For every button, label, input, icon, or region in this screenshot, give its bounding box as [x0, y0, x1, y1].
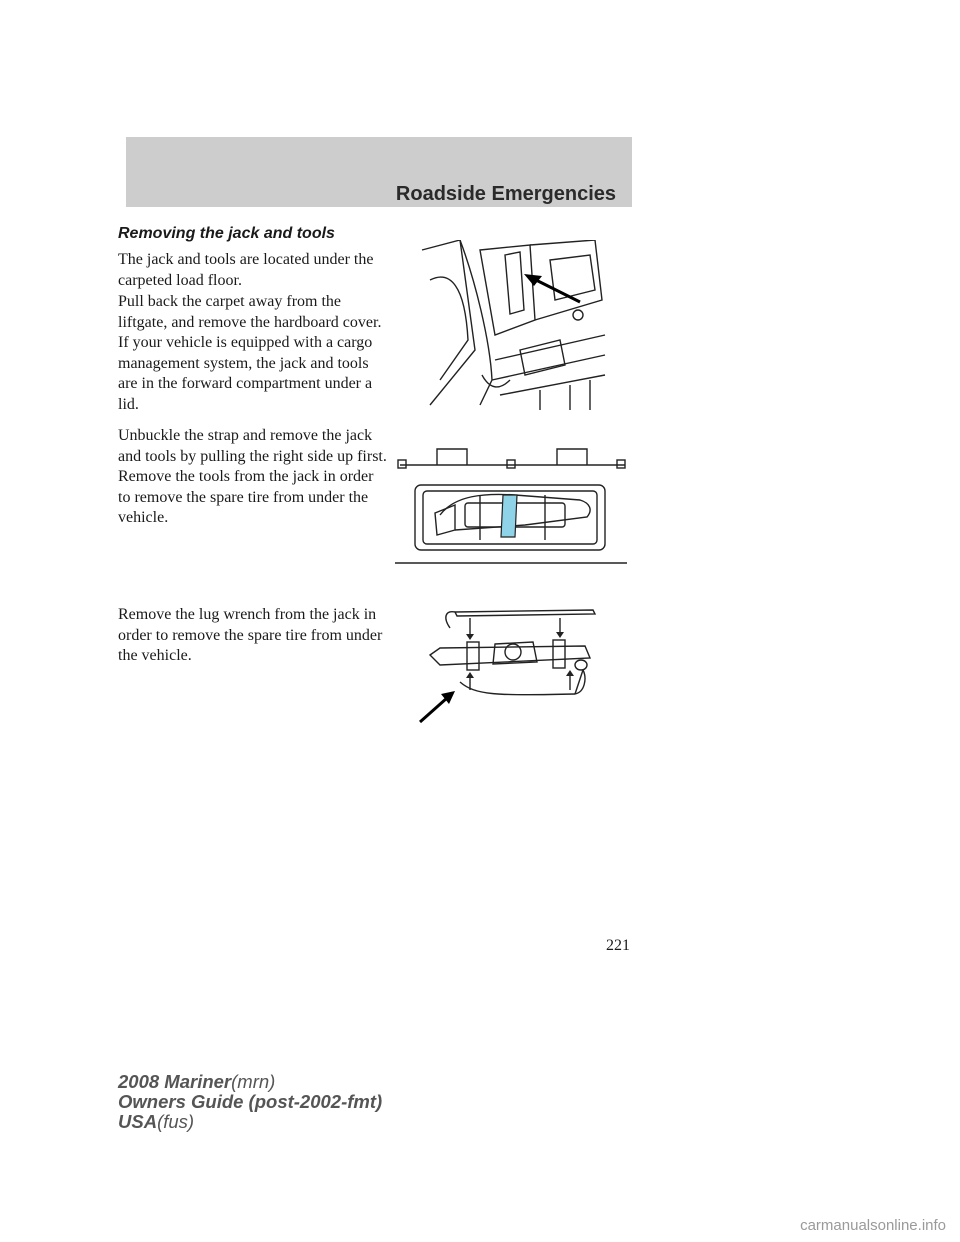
- paragraph-location: The jack and tools are located under the carpeted load floor.: [118, 251, 374, 289]
- header-band: [126, 137, 632, 207]
- footer-line-guide: [118, 1092, 382, 1112]
- page-number: 221: [606, 937, 630, 954]
- footer-line-model: [118, 1072, 382, 1092]
- paragraph-lug-wrench: Remove the lug wrench from the jack in order to remove the spare tire from under the vehicle.: [118, 606, 383, 664]
- footer-guide: Owners Guide (post-2002-fmt): [118, 1091, 383, 1112]
- footer-region: USA: [118, 1111, 158, 1132]
- paragraph-unbuckle: Unbuckle the strap and remove the jack and tools by pulling the right side up first. Remove the tools from the jack in order to remove the spare tire from under the vehicle.: [118, 427, 387, 526]
- cargo-area-illustration: [420, 240, 610, 410]
- footer-model-code: (mrn): [231, 1071, 276, 1092]
- footer-region-code: (fus): [157, 1111, 195, 1132]
- section-title: Roadside Emergencies: [395, 183, 616, 205]
- subsection-heading: Removing the jack and tools: [118, 225, 335, 242]
- paragraph-remove-cover: Pull back the carpet away from the liftgate, and remove the hardboard cover. If your vehicle is equipped with a cargo management system, the jack and tools are in the forward compartment under a lid.: [118, 293, 382, 413]
- jack-and-lug-wrench-illustration: [415, 600, 610, 730]
- watermark: carmanualsonline.info: [800, 1217, 946, 1234]
- jack-compartment-illustration: [395, 445, 630, 570]
- footer-line-region: [118, 1112, 382, 1132]
- footer-model: 2008 Mariner: [118, 1071, 232, 1092]
- footer: [118, 1072, 382, 1132]
